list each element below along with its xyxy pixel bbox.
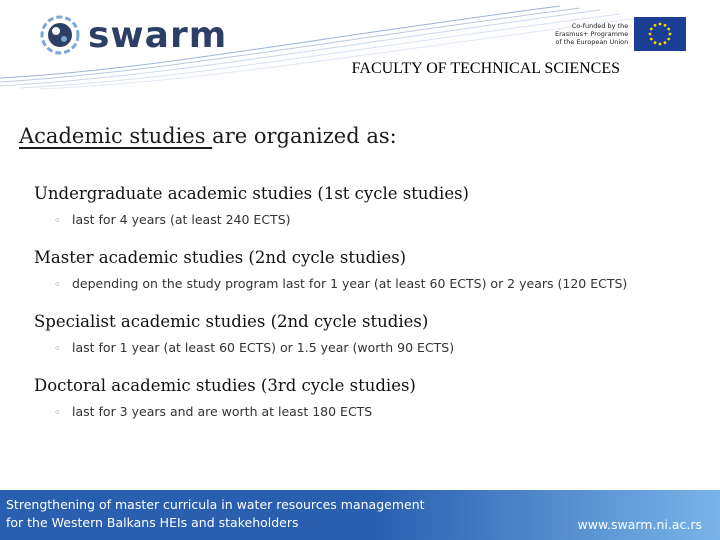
faculty-title: FACULTY OF TECHNICAL SCIENCES: [351, 60, 620, 77]
bullet-icon: ◦: [54, 214, 61, 227]
list-item: [34, 306, 714, 370]
list-item: [34, 178, 714, 242]
footer-project-title: Strengthening of master curricula in water resources management for the Western Balkans HEIs and stakeholders: [6, 497, 425, 530]
studies-list: [34, 178, 714, 434]
item-title: Specialist academic studies (2nd cycle studies): [34, 312, 429, 331]
eu-cofunding-badge: [555, 14, 686, 54]
water-drop-icon: [38, 13, 82, 57]
eu-flag-icon: [634, 17, 686, 51]
item-title: Undergraduate academic studies (1st cycle studies): [34, 184, 469, 203]
bullet-icon: ◦: [54, 278, 61, 291]
item-detail: ◦ depending on the study program last for 1 year (at least 60 ECTS) or 2 years (120 ECTS): [34, 274, 714, 306]
header: [0, 0, 720, 90]
footer-bar: [0, 490, 720, 540]
swarm-logo: [38, 10, 248, 60]
eu-caption: Co-funded by the Erasmus+ Programme of the European Union: [555, 22, 629, 46]
item-detail: ◦ last for 1 year (at least 60 ECTS) or 1.5 year (worth 90 ECTS): [34, 338, 714, 370]
heading-underlined: Academic studies: [19, 124, 213, 148]
item-title: Doctoral academic studies (3rd cycle studies): [34, 376, 416, 395]
item-detail: ◦ last for 3 years and are worth at least 180 ECTS: [34, 402, 714, 434]
logo-text: swarm: [88, 14, 228, 56]
item-detail: ◦ last for 4 years (at least 240 ECTS): [34, 210, 714, 242]
item-title: Master academic studies (2nd cycle studies): [34, 248, 407, 267]
footer-website-link[interactable]: www.swarm.ni.ac.rs: [577, 517, 702, 532]
page-heading: [19, 124, 397, 148]
heading-rest: are organized as:: [212, 124, 397, 148]
bullet-icon: ◦: [54, 406, 61, 419]
list-item: [34, 370, 714, 434]
list-item: [34, 242, 714, 306]
bullet-icon: ◦: [54, 342, 61, 355]
